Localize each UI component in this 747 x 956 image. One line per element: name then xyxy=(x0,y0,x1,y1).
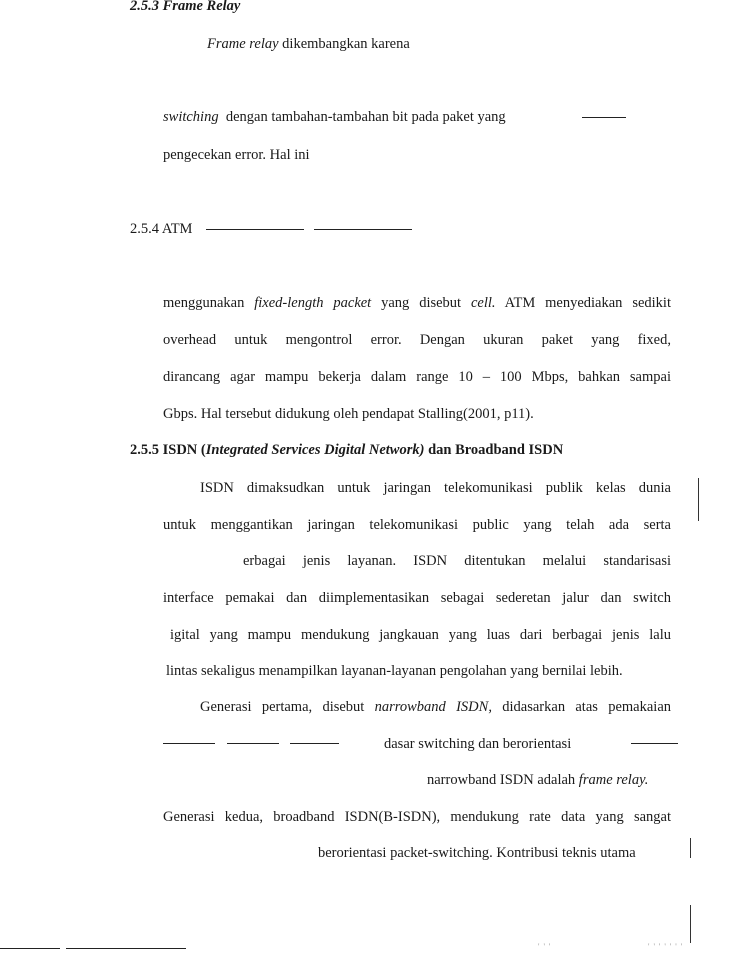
isdn-p3-line-2: berorientasi packet-switching. Kontribusi teknis utama xyxy=(318,845,636,861)
isdn-p1-line-5: igital yang mampu mendukung jangkauan yang luas dari berbagai jenis lalu xyxy=(170,627,671,643)
isdn-text: Generasi pertama, disebut xyxy=(200,699,375,715)
narrowband-isdn-term: narrowband ISDN, xyxy=(374,699,492,715)
isdn-p1-line-2: untuk menggantikan jaringan telekomunikasi public yang telah ada serta xyxy=(163,517,671,533)
redaction-rule xyxy=(290,743,339,744)
redaction-rule xyxy=(582,117,626,118)
atm-line-2: overhead untuk mengontrol error. Dengan ukuran paket yang fixed, xyxy=(163,332,671,348)
footnote-rule xyxy=(0,948,60,949)
margin-bar xyxy=(690,838,691,858)
frame-relay-term: frame relay. xyxy=(578,772,649,788)
margin-bar xyxy=(698,478,699,521)
isdn-p3-line-1: Generasi kedua, broadband ISDN(B-ISDN), mendukung rate data yang sangat xyxy=(163,809,671,825)
frame-relay-line-2 xyxy=(163,108,506,126)
frame-relay-line-2-text: dengan tambahan-tambahan bit pada paket yang xyxy=(225,109,506,125)
isdn-text: narrowband ISDN adalah xyxy=(427,772,579,788)
heading-text: dan Broadband ISDN xyxy=(424,442,564,458)
isdn-p1-line-6: lintas sekaligus menampilkan layanan-layanan pengolahan yang bernilai lebih. xyxy=(166,663,623,679)
switching-term: switching xyxy=(163,109,219,125)
frame-relay-intro-text: dikembangkan karena xyxy=(278,36,410,52)
atm-line-3: dirancang agar mampu bekerja dalam range 10 – 100 Mbps, bahkan sampai xyxy=(163,369,671,385)
margin-bar xyxy=(690,905,691,943)
footnote-rule xyxy=(66,948,186,949)
section-2-5-5-heading xyxy=(130,441,563,459)
atm-text: yang disebut xyxy=(371,295,471,311)
frame-relay-line-3: pengecekan error. Hal ini xyxy=(163,147,310,163)
atm-line-4: Gbps. Hal tersebut didukung oleh pendapat Stalling(2001, p11). xyxy=(163,406,534,422)
isdn-p2-line-2: dasar switching dan berorientasi xyxy=(384,736,572,752)
redaction-rule xyxy=(227,743,279,744)
isdn-text: didasarkan atas pemakaian xyxy=(491,699,672,715)
section-2-5-3-heading: 2.5.3 Frame Relay xyxy=(130,0,241,14)
redaction-rule xyxy=(206,229,304,230)
isdn-p2-line-1 xyxy=(200,698,671,716)
faint-footer-mark: ' ' ' xyxy=(538,942,552,951)
cell-term: cell. xyxy=(470,295,496,311)
redaction-rule xyxy=(631,743,678,744)
faint-footer-mark: ' ' ' ' ' ' ' xyxy=(648,942,684,951)
isdn-p2-line-3 xyxy=(427,771,648,789)
atm-line-1 xyxy=(163,294,671,312)
section-2-5-4-heading: 2.5.4 ATM xyxy=(130,221,193,237)
atm-text: ATM menyediakan sedikit xyxy=(495,295,671,311)
frame-relay-term: Frame relay xyxy=(207,36,279,52)
redaction-rule xyxy=(314,229,412,230)
frame-relay-intro-line xyxy=(207,35,410,53)
fixed-length-packet-term: fixed-length packet xyxy=(254,295,372,311)
redaction-rule xyxy=(163,743,215,744)
isdn-p1-line-1: ISDN dimaksudkan untuk jaringan telekomunikasi publik kelas dunia xyxy=(200,480,671,496)
atm-text: menggunakan xyxy=(163,295,255,311)
heading-text: 2.5.5 ISDN ( xyxy=(130,442,206,458)
isdn-p1-line-3: erbagai jenis layanan. ISDN ditentukan melalui standarisasi xyxy=(243,553,671,569)
isdn-expansion: Integrated Services Digital Network) xyxy=(205,442,425,458)
isdn-p1-line-4: interface pemakai dan diimplementasikan sebagai sederetan jalur dan switch xyxy=(163,590,671,606)
